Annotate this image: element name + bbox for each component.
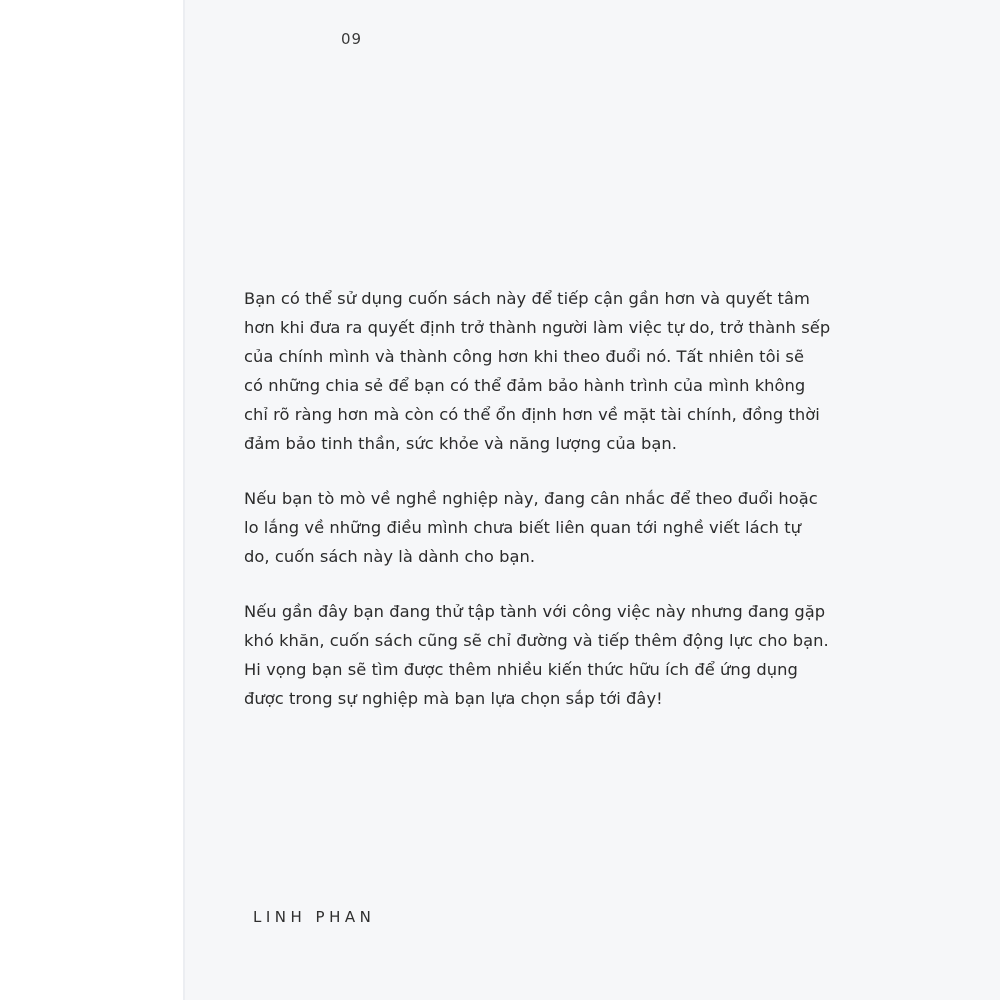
text-line: lo lắng về những điều mình chưa biết liên quan tới nghề viết lách tự [244, 518, 802, 537]
text-line: được trong sự nghiệp mà bạn lựa chọn sắp tới đây! [244, 689, 663, 708]
paragraph-text [244, 484, 844, 571]
paragraph-text [244, 284, 844, 458]
text-line: của chính mình và thành công hơn khi theo đuổi nó. Tất nhiên tôi sẽ [244, 347, 805, 366]
paragraph-1 [244, 284, 844, 458]
author-name: LINH PHAN [253, 908, 376, 926]
book-page [183, 0, 1000, 1000]
text-line: Hi vọng bạn sẽ tìm được thêm nhiều kiến thức hữu ích để ứng dụng [244, 660, 798, 679]
text-line: Nếu bạn tò mò về nghề nghiệp này, đang cân nhắc để theo đuổi hoặc [244, 489, 818, 508]
text-line: hơn khi đưa ra quyết định trở thành người làm việc tự do, trở thành sếp [244, 318, 831, 337]
text-line: có những chia sẻ để bạn có thể đảm bảo hành trình của mình không [244, 376, 806, 395]
paragraph-2 [244, 484, 844, 571]
paragraph-3 [244, 597, 844, 713]
paragraph-text [244, 597, 844, 713]
text-line: Bạn có thể sử dụng cuốn sách này để tiếp cận gần hơn và quyết tâm [244, 289, 810, 308]
text-line: khó khăn, cuốn sách cũng sẽ chỉ đường và tiếp thêm động lực cho bạn. [244, 631, 829, 650]
text-line: chỉ rõ ràng hơn mà còn có thể ổn định hơn về mặt tài chính, đồng thời [244, 405, 820, 424]
page-number: 09 [341, 30, 363, 48]
text-line: đảm bảo tinh thần, sức khỏe và năng lượng của bạn. [244, 434, 677, 453]
text-line: Nếu gần đây bạn đang thử tập tành với công việc này nhưng đang gặp [244, 602, 826, 621]
text-line: do, cuốn sách này là dành cho bạn. [244, 547, 536, 566]
